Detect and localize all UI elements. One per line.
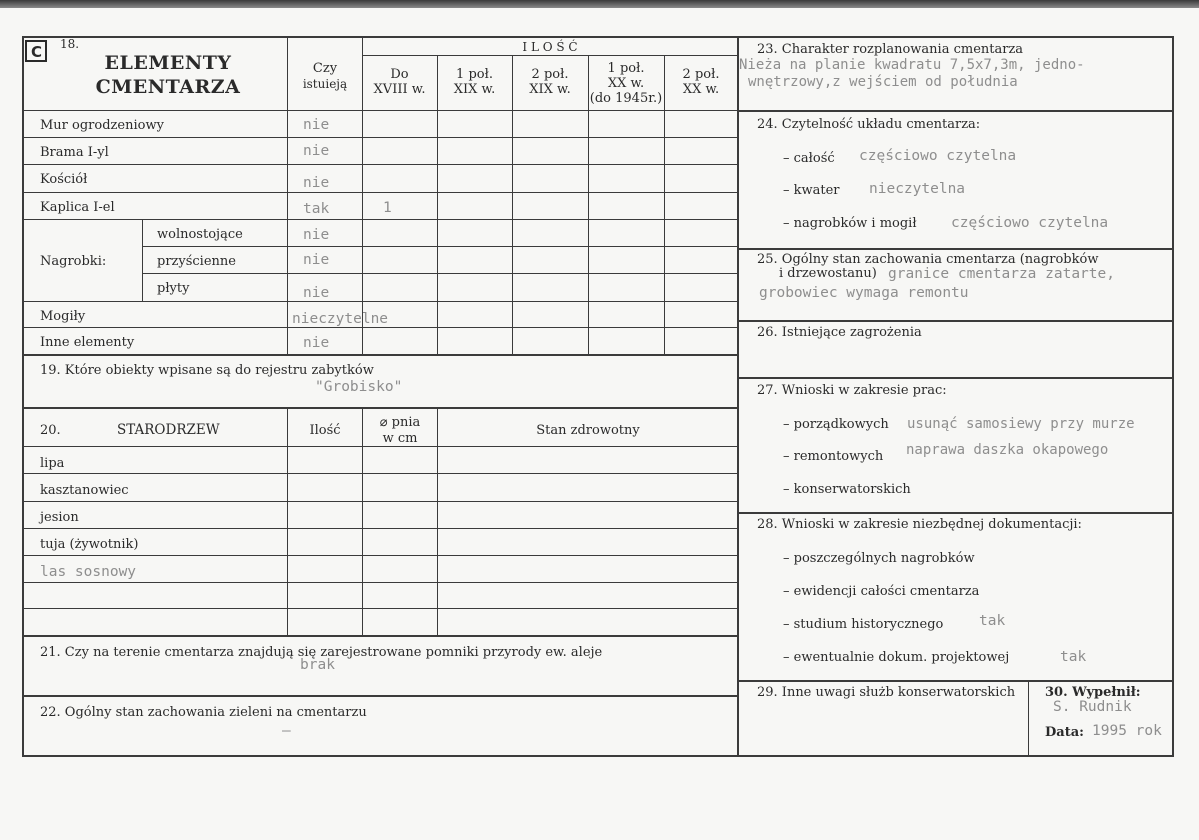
field-25-label-2: i drzewostanu) (779, 266, 877, 281)
tree-row-handwritten: las sosnowy (40, 564, 137, 580)
col-stan: Stan zdrowotny (536, 423, 640, 438)
frame-left (22, 36, 24, 757)
field-26-label: 26. Istniejące zagrożenia (757, 325, 922, 340)
field-28-item: – studium historycznego (783, 617, 944, 632)
period-1-b: XVIII w. (373, 82, 426, 97)
tree-row: kasztanowiec (40, 483, 129, 498)
field-24-label: 24. Czytelność układu cmentarza: (757, 117, 981, 132)
period-2-b: XIX w. (453, 82, 496, 97)
period-4-c: (do 1945r.) (589, 91, 663, 106)
element-exists: nie (303, 117, 330, 133)
field-25-value-1: granice cmentarza zatarte, (888, 266, 1115, 282)
element-count: 1 (383, 200, 392, 216)
tree-row: lipa (40, 456, 65, 471)
field-22-value: – (282, 723, 291, 739)
field-27-value: usunąć samosiewy przy murze (907, 416, 1135, 432)
element-label: płyty (157, 281, 190, 296)
field-24-item: – nagrobków i mogił (783, 216, 917, 231)
field-28-item: – ewidencji całości cmentarza (783, 584, 980, 599)
tree-row: tuja (żywotnik) (40, 537, 139, 552)
frame-bottom (22, 755, 1174, 757)
element-label: Kościół (40, 172, 88, 187)
period-3-b: XIX w. (529, 82, 571, 97)
element-label: Brama I-yl (40, 145, 109, 160)
element-exists: nie (303, 252, 330, 268)
field-25-label-1: 25. Ogólny stan zachowania cmentarza (nagrobków (757, 252, 1099, 267)
period-5-b: XX w. (682, 82, 720, 97)
field-27-item: – porządkowych (783, 417, 889, 432)
period-1-a: Do (390, 67, 409, 82)
element-label: Mur ogrodzeniowy (40, 118, 164, 133)
czy-istnieja-1: Czy (312, 61, 338, 76)
c-box-letter: C (31, 43, 43, 61)
field-24-item: – całość (783, 151, 835, 166)
col-ilosc: Ilość (309, 423, 341, 438)
field-28-value: tak (979, 613, 1006, 629)
element-label: przyścienne (157, 254, 236, 269)
field-20-title: STARODRZEW (117, 422, 220, 438)
field-29-label: 29. Inne uwagi służb konserwatorskich (757, 685, 1016, 700)
field-30-date-value: 1995 rok (1092, 723, 1162, 739)
field-23-label: 23. Charakter rozplanowania cmentarza (757, 42, 1024, 57)
col-pnia-2: w cm (382, 431, 418, 446)
field-24-value: częściowo czytelna (951, 215, 1109, 231)
field-24-value: nieczytelna (869, 181, 966, 197)
field-27-value: naprawa daszka okapowego (906, 442, 1109, 458)
element-exists: nie (303, 285, 330, 301)
field-20-number: 20. (40, 423, 61, 438)
element-exists: nie (303, 175, 330, 191)
field-30-value: S. Rudnik (1053, 699, 1132, 715)
period-4-a: 1 poł. (607, 61, 645, 76)
element-exists: nie (303, 335, 330, 351)
scan-edge (0, 0, 1199, 8)
field-28-value: tak (1060, 649, 1087, 665)
field-24-value: częściowo czytelna (859, 148, 1017, 164)
frame-top (22, 36, 1174, 38)
period-4-b: XX w. (607, 76, 645, 91)
field-30-label: 30. Wypełnił: (1045, 685, 1141, 700)
nagrobki-label: Nagrobki: (40, 254, 107, 269)
field-27-label: 27. Wnioski w zakresie prac: (757, 383, 947, 398)
period-5-a: 2 poł. (682, 67, 720, 82)
field-22-label: 22. Ogólny stan zachowania zieleni na cmentarzu (40, 705, 367, 720)
field-28-label: 28. Wnioski w zakresie niezbędnej dokumentacji: (757, 517, 1082, 532)
field-21-value: brak (300, 657, 335, 673)
col-pnia-1: ⌀ pnia (379, 415, 421, 430)
field-19-label: 19. Które obiekty wpisane są do rejestru zabytków (40, 363, 374, 378)
c-box (25, 40, 47, 62)
ilosc-header: I L O Ś Ć (522, 40, 578, 54)
czy-istnieja-2: istuieją (302, 77, 348, 91)
element-exists: nie (303, 143, 330, 159)
element-label: wolnostojące (157, 227, 243, 242)
field-30-date-label: Data: (1045, 725, 1084, 740)
title-line-1: ELEMENTY (104, 52, 232, 74)
element-exists: nieczytelne (292, 311, 389, 327)
field-21-label: 21. Czy na terenie cmentarza znajdują się zarejestrowane pomniki przyrody ew. aleje (40, 645, 603, 660)
element-label: Kaplica I-el (40, 200, 115, 215)
title-line-2: CMENTARZA (95, 76, 241, 98)
field-18-number: 18. (60, 37, 80, 51)
field-23-value-2: wnętrzowy,z wejściem od południa (748, 74, 1018, 90)
element-label: Inne elementy (40, 335, 135, 350)
period-3-a: 2 poł. (531, 67, 569, 82)
element-exists: tak (303, 201, 330, 217)
field-23-value-1: Nieża na planie kwadratu 7,5x7,3m, jedno- (739, 57, 1085, 73)
field-28-item: – poszczególnych nagrobków (783, 551, 975, 566)
field-27-item: – konserwatorskich (783, 482, 911, 497)
element-exists: nie (303, 227, 330, 243)
field-25-value-2: grobowiec wymaga remontu (759, 285, 969, 301)
frame-middle (737, 36, 739, 757)
tree-row: jesion (40, 510, 79, 525)
element-label: Mogiły (40, 309, 86, 324)
field-28-item: – ewentualnie dokum. projektowej (783, 650, 1010, 665)
frame-right (1172, 36, 1174, 757)
period-2-a: 1 poł. (456, 67, 493, 82)
field-24-item: – kwater (783, 183, 840, 198)
field-27-item: – remontowych (783, 449, 884, 464)
field-19-value: "Grobisko" (315, 379, 403, 395)
